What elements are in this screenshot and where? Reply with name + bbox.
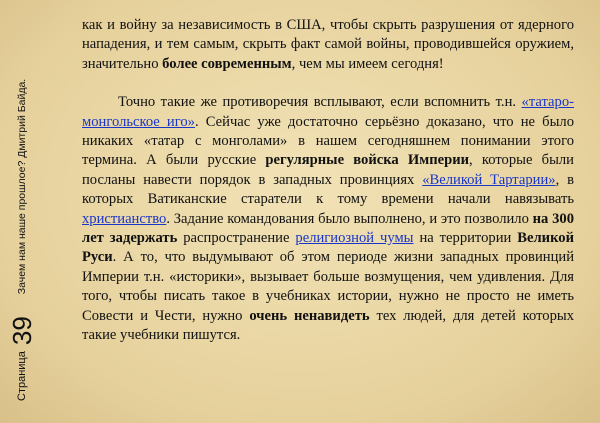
text-run: , в которых Ватиканские старатели к тому времени начали навязывать: [82, 171, 574, 208]
bold-run: регулярные войска Империи: [265, 152, 470, 169]
paragraph-2: [82, 93, 574, 345]
link-christianity[interactable]: христианство: [82, 210, 167, 227]
text-run: , которые были посланы навести порядок в западных провинциях: [82, 152, 574, 188]
bold-run: более современным: [162, 55, 292, 72]
text-run: , чем мы имеем сегодня!: [291, 55, 444, 72]
bold-run: Великой Руси: [82, 230, 575, 266]
text-run: как и войну за независимость в США, чтобы скрыть разрушения от ядерного нападения, и тем самым, скрыть факт самой войны, проводившейся оружием, значительно: [82, 17, 574, 72]
link-tatar-yoke[interactable]: «татаро-монгольское иго»: [82, 94, 574, 130]
text-run: . А то, что выдумывают об этом периоде жизни западных провинций Империи т.н. «историки», вызывает больше возмущения, чем удивления. Для того, чтобы писать такое в учебниках истории, нужно не просто не иметь Совести и Чести, нужно: [82, 249, 574, 324]
text-run: на территории: [413, 230, 518, 247]
text-run: Точно такие же противоречия всплывают, если вспомнить т.н.: [118, 94, 522, 111]
sidebar-rotated-text: [2, 11, 42, 411]
bold-run: очень ненавидеть: [249, 307, 370, 324]
text-run: распространение: [177, 230, 296, 247]
page-content: [82, 16, 574, 346]
link-great-tartaria[interactable]: «Великой Тартарии»: [422, 171, 556, 188]
text-run: тех людей, для детей которых такие учебники пишутся.: [82, 307, 574, 344]
page-number: 39: [7, 316, 37, 346]
link-religious-plague[interactable]: религиозной чумы: [295, 230, 414, 247]
page-label: Страница: [16, 351, 28, 401]
paragraph-1: [82, 16, 574, 74]
book-title: Зачем нам наше прошлое? Дмитрий Байда.: [16, 78, 28, 295]
bold-run: на 300 лет задержать: [82, 210, 575, 247]
text-run: . Сейчас уже достаточно серьёзно доказано, что не было никаких «татар с монголами» в нашем сегодняшнем понимании этого термина. А были русские: [82, 113, 574, 169]
page-sidebar: [0, 0, 44, 423]
text-run: . Задание командования было выполнено, и это позволило: [166, 210, 533, 227]
